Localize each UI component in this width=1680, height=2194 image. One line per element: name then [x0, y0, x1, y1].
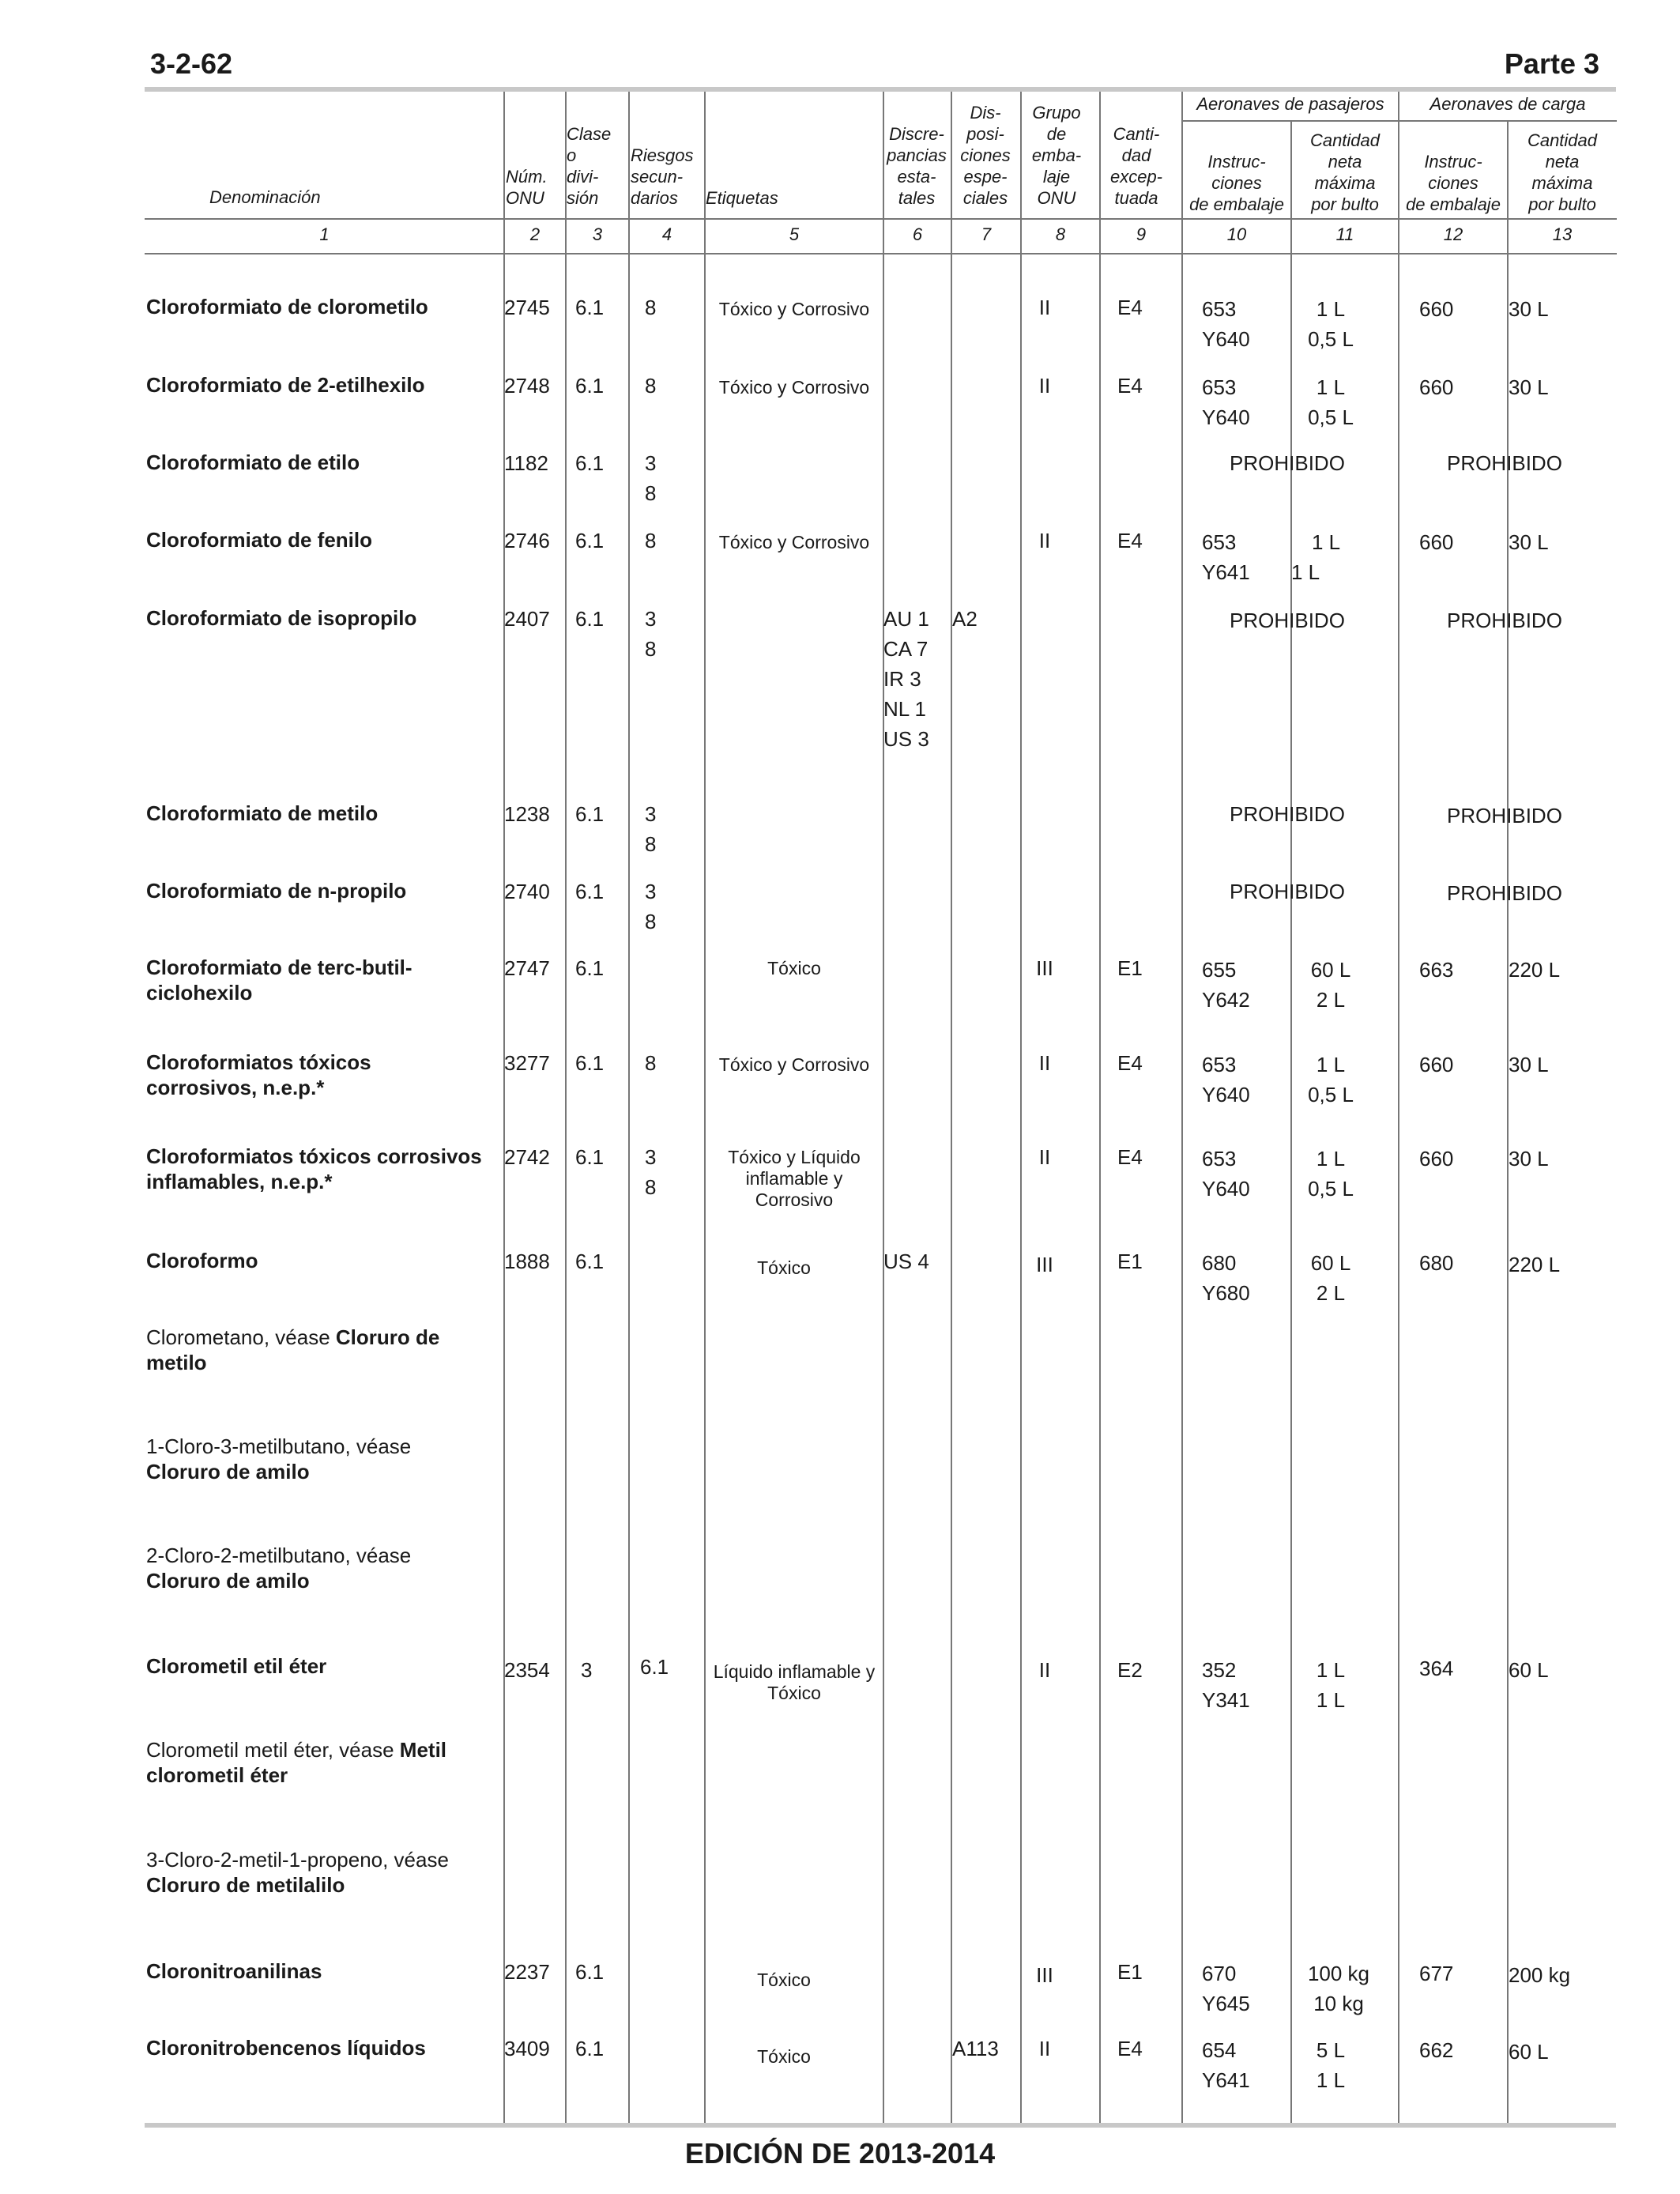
col-header-onu: Núm. ONU — [506, 167, 548, 208]
label-value: Tóxico y Líquido inflamable y Corrosivo — [728, 1147, 861, 1210]
prohibited-cargo: PROHIBIDO — [1447, 609, 1562, 632]
substance-name: Cloroformo — [146, 1249, 258, 1272]
risk-value: 8 — [645, 1051, 657, 1075]
label-value: Tóxico y Corrosivo — [718, 1054, 870, 1075]
col-header-pas-instrucciones: Instruc- ciones de embalaje — [1189, 152, 1284, 214]
column-divider — [1398, 92, 1399, 2123]
prohibited-passenger: PROHIBIDO — [1230, 609, 1345, 632]
passenger-instructions: 653 Y640 — [1202, 1147, 1250, 1201]
passenger-instructions: 653 Y640 — [1202, 297, 1250, 351]
passenger-quantity: 5 L 1 L — [1316, 2038, 1346, 2092]
top-rule — [145, 87, 1616, 92]
col-number: 2 — [529, 224, 541, 244]
onu-number: 3409 — [504, 2037, 550, 2060]
onu-number: 3277 — [504, 1051, 550, 1075]
risk-value: 3 8 — [645, 607, 657, 661]
header-divider — [145, 253, 1617, 254]
col-header-discrepancias: Discre- pancias esta- tales — [887, 124, 947, 208]
passenger-quantity: 1 L 0,5 L — [1308, 1053, 1354, 1106]
onu-number: 2740 — [504, 880, 550, 903]
passenger-instructions: 653 Y640 — [1202, 375, 1250, 429]
label-value: Tóxico y Corrosivo — [718, 532, 870, 552]
onu-number: 2407 — [504, 607, 550, 631]
packing-group: II — [1038, 1658, 1051, 1682]
onu-number: 2748 — [504, 374, 550, 398]
label-value: Tóxico — [757, 1257, 811, 1278]
col-number: 7 — [981, 224, 992, 244]
col-number: 3 — [592, 224, 603, 244]
part-label: Parte 3 — [1504, 47, 1599, 80]
cross-reference: 3-Cloro-2-metil-1-propeno, véase Cloruro de metilalilo — [146, 1848, 449, 1897]
passenger-quantity: 1 L 1 L — [1316, 1658, 1346, 1712]
onu-number: 2745 — [504, 296, 550, 319]
onu-number: 1888 — [504, 1250, 550, 1273]
packing-group: II — [1038, 2037, 1051, 2060]
label-value: Tóxico y Corrosivo — [718, 377, 870, 398]
class-value: 6.1 — [575, 607, 605, 631]
risk-value: 8 — [645, 296, 657, 319]
col-header-carga-cantidad: Cantidad neta máxima por bulto — [1527, 130, 1598, 214]
class-value: 3 — [581, 1658, 593, 1682]
col-number: 9 — [1136, 224, 1147, 244]
col-number: 13 — [1552, 224, 1573, 244]
substance-name: Cloroformiato de etilo — [146, 450, 360, 474]
packing-group: III — [1036, 956, 1053, 980]
label-value: Tóxico — [767, 958, 821, 978]
class-value: 6.1 — [575, 1250, 605, 1273]
cargo-quantity: 30 L — [1509, 375, 1549, 399]
packing-group: II — [1038, 374, 1051, 398]
cargo-quantity: 60 L — [1509, 2040, 1549, 2064]
passenger-instructions: 654 Y641 — [1202, 2038, 1250, 2092]
special-provisions: A2 — [952, 607, 977, 631]
passenger-instructions: 680 Y680 — [1202, 1251, 1250, 1305]
column-divider — [1507, 120, 1509, 2123]
page-number: 3-2-62 — [150, 47, 233, 80]
cargo-quantity: 220 L — [1509, 1253, 1561, 1276]
header-divider — [145, 218, 1617, 220]
excepted-quantity: E4 — [1117, 2037, 1143, 2060]
excepted-quantity: E1 — [1117, 1250, 1143, 1273]
col-header-denominacion: Denominación — [209, 187, 321, 207]
excepted-quantity: E4 — [1117, 1051, 1143, 1075]
excepted-quantity: E4 — [1117, 1145, 1143, 1169]
label-value: Tóxico y Corrosivo — [718, 299, 870, 319]
excepted-quantity: E4 — [1117, 374, 1143, 398]
cross-reference: 2-Cloro-2-metilbutano, véase Cloruro de amilo — [146, 1544, 412, 1593]
passenger-instructions: 653 Y641 — [1202, 530, 1250, 584]
class-value: 6.1 — [575, 1051, 605, 1075]
packing-group: II — [1038, 1145, 1051, 1169]
col-header-pasajeros: Aeronaves de pasajeros — [1196, 94, 1384, 114]
cargo-quantity: 30 L — [1509, 1053, 1549, 1076]
col-number: 8 — [1055, 224, 1066, 244]
excepted-quantity: E4 — [1117, 529, 1143, 552]
cargo-instructions: 680 — [1419, 1251, 1454, 1275]
prohibited-passenger: PROHIBIDO — [1230, 880, 1345, 903]
prohibited-cargo: PROHIBIDO — [1447, 881, 1562, 905]
passenger-quantity: 1 L 1 L — [1291, 530, 1341, 584]
risk-value: 3 8 — [645, 451, 657, 505]
substance-name: Cloronitroanilinas — [146, 1959, 322, 1983]
cargo-quantity: 220 L — [1509, 958, 1561, 982]
onu-number: 2237 — [504, 1960, 550, 1984]
prohibited-cargo: PROHIBIDO — [1447, 804, 1562, 827]
cargo-instructions: 677 — [1419, 1962, 1454, 1985]
passenger-instructions: 655 Y642 — [1202, 958, 1250, 1012]
class-value: 6.1 — [575, 880, 605, 903]
col-header-riesgos: Riesgos secun- darios — [631, 145, 694, 208]
class-value: 6.1 — [575, 374, 605, 398]
col-number: 12 — [1443, 224, 1463, 244]
substance-name: Cloroformiato de fenilo — [146, 528, 372, 552]
cross-reference: 1-Cloro-3-metilbutano, véase Cloruro de amilo — [146, 1434, 412, 1483]
label-value: Líquido inflamable y Tóxico — [713, 1661, 876, 1703]
col-header-disposiciones: Dis- posi- ciones espe- ciales — [960, 103, 1011, 208]
cargo-quantity: 30 L — [1509, 1147, 1549, 1171]
passenger-instructions: 670 Y645 — [1202, 1962, 1250, 2015]
passenger-quantity: 1 L 0,5 L — [1308, 297, 1354, 351]
column-divider — [628, 92, 630, 2123]
edition-footer: EDICIÓN DE 2013-2014 — [684, 2137, 996, 2169]
column-divider — [1099, 92, 1101, 2123]
excepted-quantity: E1 — [1117, 956, 1143, 980]
substance-name: Cloronitrobencenos líquidos — [146, 2036, 426, 2060]
bottom-rule — [145, 2123, 1616, 2128]
col-number: 4 — [661, 224, 672, 244]
passenger-quantity: 1 L 0,5 L — [1308, 1147, 1354, 1201]
cargo-instructions: 660 — [1419, 375, 1454, 399]
col-header-clase: Clase o divi- sión — [567, 124, 612, 208]
substance-name: Cloroformiato de n-propilo — [146, 879, 407, 903]
onu-number: 2742 — [504, 1145, 550, 1169]
excepted-quantity: E4 — [1117, 296, 1143, 319]
packing-group: II — [1038, 1051, 1051, 1075]
class-value: 6.1 — [575, 451, 605, 475]
col-number: 5 — [789, 224, 800, 244]
state-discrepancies: US 4 — [883, 1250, 929, 1273]
class-value: 6.1 — [575, 296, 605, 319]
col-number: 1 — [319, 224, 330, 244]
class-value: 6.1 — [575, 529, 605, 552]
packing-group: III — [1036, 1253, 1053, 1276]
onu-number: 2747 — [504, 956, 550, 980]
excepted-quantity: E1 — [1117, 1960, 1143, 1984]
substance-name: Cloroformiato de metilo — [146, 801, 379, 825]
cargo-instructions: 662 — [1419, 2038, 1454, 2062]
cargo-instructions: 660 — [1419, 1053, 1454, 1076]
passenger-quantity: 100 kg 10 kg — [1307, 1962, 1370, 2015]
label-value: Tóxico — [757, 2046, 811, 2067]
risk-value: 3 8 — [645, 1145, 657, 1199]
excepted-quantity: E2 — [1117, 1658, 1143, 1682]
substance-name: Cloroformiato de 2-etilhexilo — [146, 373, 425, 397]
col-header-carga: Aeronaves de carga — [1430, 94, 1586, 114]
col-number: 6 — [912, 224, 923, 244]
prohibited-passenger: PROHIBIDO — [1230, 802, 1345, 826]
col-header-etiquetas: Etiquetas — [706, 188, 778, 208]
packing-group: II — [1038, 529, 1051, 552]
column-divider — [1181, 92, 1183, 2123]
label-value: Tóxico — [757, 1970, 811, 1990]
cargo-quantity: 30 L — [1509, 530, 1549, 554]
cargo-instructions: 663 — [1419, 958, 1454, 982]
column-divider — [951, 92, 952, 2123]
header-divider — [1182, 120, 1617, 122]
substance-name: Cloroformiato de clorometilo — [146, 295, 428, 319]
risk-value: 8 — [645, 529, 657, 552]
onu-number: 2746 — [504, 529, 550, 552]
col-number: 10 — [1226, 224, 1247, 244]
substance-name: Cloroformiatos tóxicos corrosivos, n.e.p.* — [146, 1050, 371, 1099]
prohibited-cargo: PROHIBIDO — [1447, 451, 1562, 475]
col-header-grupo: Grupo de emba- laje ONU — [1031, 103, 1082, 208]
passenger-quantity: 1 L 0,5 L — [1308, 375, 1354, 429]
cargo-instructions: 364 — [1419, 1657, 1454, 1680]
passenger-quantity: 60 L 2 L — [1310, 958, 1351, 1012]
cargo-instructions: 660 — [1419, 530, 1454, 554]
column-divider — [565, 92, 567, 2123]
special-provisions: A113 — [952, 2037, 999, 2060]
substance-name: Clorometil etil éter — [146, 1654, 327, 1678]
cargo-instructions: 660 — [1419, 1147, 1454, 1171]
cargo-quantity: 30 L — [1509, 297, 1549, 321]
passenger-instructions: 653 Y640 — [1202, 1053, 1250, 1106]
state-discrepancies: AU 1 CA 7 IR 3 NL 1 US 3 — [883, 607, 929, 751]
cargo-quantity: 60 L — [1509, 1658, 1549, 1682]
class-value: 6.1 — [575, 802, 605, 826]
onu-number: 2354 — [504, 1658, 550, 1682]
class-value: 6.1 — [575, 1145, 605, 1169]
cargo-quantity: 200 kg — [1509, 1963, 1571, 1987]
class-value: 6.1 — [575, 956, 605, 980]
passenger-quantity: 60 L 2 L — [1310, 1251, 1351, 1305]
cargo-instructions: 660 — [1419, 297, 1454, 321]
packing-group: III — [1036, 1963, 1053, 1987]
risk-value: 6.1 — [640, 1655, 669, 1679]
col-header-pas-cantidad: Cantidad neta máxima por bulto — [1309, 130, 1381, 214]
substance-name: Cloroformiato de terc-butil- ciclohexilo — [146, 956, 412, 1005]
prohibited-passenger: PROHIBIDO — [1230, 451, 1345, 475]
onu-number: 1182 — [504, 451, 548, 475]
risk-value: 8 — [645, 374, 657, 398]
risk-value: 3 8 — [645, 802, 657, 856]
cross-reference: Clorometil metil éter, véase Metil clorometil éter — [146, 1738, 447, 1787]
passenger-instructions: 352 Y341 — [1202, 1658, 1250, 1712]
substance-name: Cloroformiatos tóxicos corrosivos inflamables, n.e.p.* — [146, 1144, 482, 1193]
cross-reference: Clorometano, véase Cloruro de metilo — [146, 1325, 440, 1374]
col-number: 11 — [1335, 224, 1354, 244]
col-header-carga-instrucciones: Instruc- ciones de embalaje — [1406, 152, 1501, 214]
class-value: 6.1 — [575, 1960, 605, 1984]
risk-value: 3 8 — [645, 880, 657, 933]
col-header-cantidad-exceptuada: Canti- dad excep- tuada — [1109, 124, 1163, 208]
class-value: 6.1 — [575, 2037, 605, 2060]
substance-name: Cloroformiato de isopropilo — [146, 606, 417, 630]
packing-group: II — [1038, 296, 1051, 319]
onu-number: 1238 — [504, 802, 550, 826]
